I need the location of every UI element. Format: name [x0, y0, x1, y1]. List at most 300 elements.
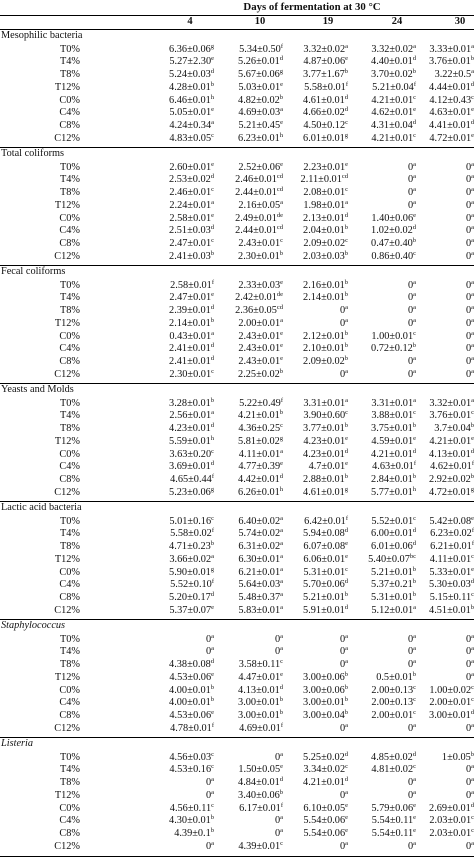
value-number: 0: [339, 789, 346, 801]
value-number: 2.00±0.13: [371, 684, 414, 696]
value-number: 6.07±0.08: [303, 541, 346, 552]
significance-letter: a: [471, 632, 474, 640]
value-cell: [466, 213, 474, 225]
value-cell: [235, 225, 283, 237]
significance-letter: a: [211, 409, 214, 417]
table-row: [0, 828, 474, 841]
value-cell: [303, 592, 348, 604]
value-number: 0: [465, 659, 472, 670]
significance-letter: b: [412, 342, 416, 350]
significance-letter: a: [471, 237, 474, 244]
significance-letter: c: [345, 565, 348, 573]
value-number: 2.46±0.01: [235, 174, 277, 186]
value-cell: [304, 82, 348, 94]
value-cell: [169, 516, 214, 528]
significance-letter: d: [470, 578, 474, 586]
significance-letter: a: [471, 342, 474, 350]
value-number: 5.74±0.02: [238, 528, 281, 540]
table-row: [0, 56, 474, 69]
significance-letter: b: [412, 578, 416, 586]
significance-letter: e: [345, 55, 348, 63]
significance-letter: f: [345, 80, 348, 88]
significance-letter: cd: [276, 186, 283, 193]
table-row: [0, 646, 474, 659]
value-number: 6.06±0.01: [303, 553, 346, 565]
value-number: 1±0.05: [441, 751, 471, 763]
value-number: 4.00±0.01: [169, 684, 211, 696]
significance-letter: a: [413, 776, 416, 783]
value-cell: [371, 251, 416, 263]
value-number: 2.43±0.01: [238, 238, 281, 249]
value-number: 0: [465, 356, 472, 367]
value-cell: [169, 318, 214, 330]
value-cell: [340, 318, 348, 330]
value-cell: [275, 646, 283, 658]
significance-letter: bc: [409, 552, 416, 560]
value-cell: [169, 752, 214, 764]
value-cell: [303, 343, 348, 355]
significance-letter: h: [279, 485, 283, 493]
value-number: 5.40±0.07: [368, 553, 410, 565]
value-number: 4.12±0.43: [429, 94, 472, 106]
significance-letter: e: [280, 119, 283, 126]
value-cell: [303, 474, 348, 486]
value-number: 4.83±0.05: [169, 132, 212, 144]
value-number: 0: [465, 305, 472, 316]
value-number: 5.33±0.01: [429, 566, 472, 578]
value-cell: [371, 213, 416, 225]
value-cell: [303, 828, 348, 840]
value-number: 1.40±0.06: [371, 212, 414, 224]
value-cell: [429, 56, 474, 68]
significance-letter: a: [471, 42, 474, 50]
significance-letter: e: [211, 55, 214, 63]
significance-letter: e: [345, 814, 348, 822]
significance-letter: a: [471, 355, 474, 362]
value-number: 6.17±0.01: [239, 802, 281, 814]
row-label: T4%: [59, 646, 80, 658]
significance-letter: a: [413, 198, 416, 206]
value-number: 6.21±0.01: [430, 541, 472, 552]
value-cell: [466, 305, 474, 317]
row-label: C0%: [59, 802, 80, 814]
value-cell: [466, 777, 474, 789]
significance-letter: f: [280, 721, 283, 729]
significance-letter: c: [413, 131, 416, 139]
value-number: 2.56±0.01: [169, 410, 212, 422]
significance-letter: f: [413, 460, 416, 468]
row-label: T12%: [54, 671, 80, 683]
significance-letter: d: [210, 355, 214, 362]
value-cell: [238, 251, 283, 263]
significance-letter: a: [280, 447, 283, 455]
significance-letter: b: [210, 683, 214, 691]
value-cell: [371, 69, 416, 81]
value-cell: [238, 790, 283, 802]
value-cell: [238, 69, 283, 81]
value-number: 5.64±0.03: [238, 579, 281, 591]
value-cell: [170, 803, 214, 815]
significance-letter: b: [279, 93, 283, 101]
row-label: C4%: [59, 579, 80, 591]
value-number: 0: [407, 174, 414, 186]
significance-letter: a: [345, 658, 348, 665]
value-cell: [371, 685, 416, 697]
row-label: C4%: [59, 815, 80, 827]
significance-letter: a: [345, 42, 348, 50]
value-cell: [238, 841, 283, 853]
significance-letter: a: [211, 645, 214, 653]
significance-letter: a: [280, 514, 283, 522]
section-title: Yeasts and Molds: [1, 384, 74, 395]
value-cell: [371, 44, 416, 56]
significance-letter: b: [210, 80, 214, 88]
value-number: 4.53±0.16: [169, 764, 212, 776]
value-cell: [169, 82, 214, 94]
significance-letter: d: [344, 93, 348, 101]
table-row: [0, 356, 474, 369]
value-cell: [340, 723, 348, 735]
significance-letter: c: [413, 93, 416, 101]
value-cell: [238, 238, 283, 250]
value-cell: [238, 487, 283, 499]
value-cell: [429, 82, 474, 94]
value-cell: [169, 305, 214, 317]
value-number: 3.31±0.01: [371, 397, 414, 409]
value-number: 5.42±0.08: [429, 515, 472, 527]
value-cell: [371, 423, 416, 435]
value-number: 4.21±0.01: [238, 410, 280, 422]
value-cell: [169, 107, 214, 119]
value-cell: [303, 815, 348, 827]
significance-letter: b: [344, 670, 348, 678]
value-cell: [303, 292, 348, 304]
value-number: 6.31±0.02: [238, 541, 281, 552]
significance-letter: a: [413, 788, 416, 796]
value-number: 0: [205, 789, 212, 801]
row-label: T0%: [59, 515, 80, 527]
value-number: 6.26±0.01: [238, 486, 280, 498]
value-number: 5.12±0.01: [371, 604, 414, 616]
significance-letter: a: [280, 814, 283, 822]
row-label: T12%: [54, 199, 80, 211]
value-cell: [466, 251, 474, 263]
significance-letter: d: [470, 119, 474, 126]
row-label: T0%: [59, 43, 80, 55]
value-cell: [371, 238, 416, 250]
value-cell: [408, 659, 416, 671]
value-number: 4.44±0.01: [429, 81, 471, 93]
row-label: C4%: [59, 343, 80, 355]
significance-letter: e: [345, 434, 348, 442]
value-cell: [169, 672, 214, 684]
value-cell: [371, 343, 416, 355]
value-number: 4.78±0.01: [170, 722, 212, 734]
value-number: 2.60±0.01: [169, 161, 212, 173]
value-cell: [372, 461, 416, 473]
value-cell: [235, 213, 283, 225]
value-cell: [238, 200, 283, 212]
value-cell: [429, 44, 474, 56]
significance-letter: e: [345, 801, 348, 809]
value-number: 4.28±0.01: [169, 81, 211, 93]
significance-letter: c: [471, 591, 474, 598]
significance-letter: c: [471, 93, 474, 101]
value-number: 5.30±0.03: [429, 579, 471, 591]
value-cell: [429, 828, 474, 840]
value-cell: [408, 723, 416, 735]
value-cell: [169, 487, 214, 499]
value-cell: [429, 474, 474, 486]
significance-letter: a: [471, 788, 474, 796]
row-label: C8%: [59, 120, 80, 131]
significance-letter: a: [211, 839, 214, 847]
significance-letter: b: [279, 709, 283, 716]
significance-letter: cd: [276, 224, 283, 232]
value-cell: [169, 213, 214, 225]
value-cell: [371, 133, 416, 145]
significance-letter: a: [413, 316, 416, 324]
value-cell: [169, 133, 214, 145]
value-number: 4.53±0.06: [169, 710, 212, 721]
value-number: 0: [407, 292, 414, 304]
row-label: C8%: [59, 710, 80, 721]
value-cell: [371, 752, 416, 764]
table-row: [0, 697, 474, 710]
value-number: 0.43±0.01: [169, 330, 212, 342]
value-number: 6.21±0.01: [238, 566, 281, 578]
significance-letter: g: [344, 131, 348, 139]
significance-letter: e: [471, 131, 474, 139]
table-row: [0, 107, 474, 120]
significance-letter: a: [413, 304, 416, 311]
significance-letter: f: [280, 801, 283, 809]
significance-letter: f: [471, 540, 474, 547]
value-cell: [466, 174, 474, 186]
significance-letter: f: [471, 460, 474, 468]
significance-letter: c: [413, 683, 416, 691]
significance-letter: a: [345, 304, 348, 311]
value-number: 0: [407, 368, 414, 380]
table-row: [0, 554, 474, 567]
value-cell: [429, 410, 474, 422]
value-cell: [340, 841, 348, 853]
value-number: 2.13±0.01: [303, 212, 345, 224]
value-cell: [303, 697, 348, 709]
significance-letter: e: [345, 827, 348, 834]
value-cell: [169, 423, 214, 435]
significance-letter: a: [413, 160, 416, 168]
significance-letter: c: [471, 409, 474, 417]
value-number: 0: [407, 199, 414, 211]
value-cell: [466, 318, 474, 330]
table-row: [0, 120, 474, 133]
row-label: C8%: [59, 592, 80, 603]
value-number: 2.10±0.01: [303, 343, 345, 355]
value-cell: [169, 541, 214, 553]
header-rule-left: [0, 15, 150, 16]
table-row: [0, 634, 474, 647]
value-cell: [235, 174, 283, 186]
significance-letter: f: [211, 721, 214, 729]
value-cell: [408, 634, 416, 646]
value-number: 6.23±0.02: [430, 528, 472, 540]
significance-letter: a: [280, 603, 283, 611]
significance-letter: a: [471, 658, 474, 665]
significance-letter: cd: [276, 173, 283, 181]
value-number: 5.21±0.45: [238, 120, 281, 131]
value-cell: [303, 777, 348, 789]
value-cell: [238, 82, 283, 94]
value-number: 5.54±0.06: [303, 815, 346, 827]
value-cell: [466, 343, 474, 355]
value-number: 4.11±0.01: [238, 448, 281, 460]
value-number: 2.11±0.01: [300, 174, 342, 186]
row-label: C0%: [59, 448, 80, 460]
significance-letter: a: [413, 839, 416, 847]
value-number: 4.62±0.01: [371, 107, 414, 119]
value-number: 5.77±0.01: [371, 486, 413, 498]
value-number: 5.83±0.01: [238, 604, 281, 616]
value-cell: [206, 790, 214, 802]
value-number: 5.25±0.02: [303, 751, 345, 763]
significance-letter: d: [279, 473, 283, 480]
value-number: 2.92±0.02: [429, 474, 471, 485]
value-cell: [238, 120, 283, 132]
value-number: 5.48±0.37: [238, 592, 281, 603]
value-cell: [169, 174, 214, 186]
value-number: 3.32±0.01: [429, 397, 472, 409]
row-label: T12%: [54, 81, 80, 93]
row-label: C12%: [54, 722, 80, 734]
value-number: 5.37±0.07: [169, 604, 212, 616]
value-number: 0: [205, 633, 212, 645]
significance-letter: a: [280, 591, 283, 598]
row-label: C0%: [59, 212, 80, 224]
value-number: 0: [339, 646, 346, 658]
value-number: 5.31±0.01: [303, 566, 346, 578]
value-number: 5.21±0.01: [303, 592, 345, 603]
value-number: 0: [465, 199, 472, 211]
value-cell: [169, 200, 214, 212]
value-number: 0: [274, 751, 281, 763]
significance-letter: b: [344, 709, 348, 716]
value-number: 5.52±0.01: [371, 515, 414, 527]
table-row: [0, 461, 474, 474]
value-number: 2.46±0.01: [169, 187, 212, 198]
significance-letter: c: [211, 367, 214, 375]
row-label: T4%: [59, 292, 80, 304]
value-cell: [238, 474, 283, 486]
value-cell: [238, 516, 283, 528]
table-row: [0, 803, 474, 816]
value-cell: [303, 44, 348, 56]
significance-letter: f: [280, 42, 283, 50]
value-cell: [303, 331, 348, 343]
value-number: 6.00±0.01: [371, 528, 413, 540]
value-cell: [408, 187, 416, 199]
value-cell: [169, 410, 214, 422]
value-number: 2.09±0.02: [303, 356, 345, 367]
value-number: 0: [465, 212, 472, 224]
value-cell: [429, 579, 474, 591]
value-number: 0: [339, 659, 346, 670]
value-number: 0: [407, 840, 414, 852]
value-number: 4.24±0.34: [169, 120, 212, 131]
value-cell: [169, 398, 214, 410]
significance-letter: b: [344, 422, 348, 429]
significance-letter: d: [412, 527, 416, 535]
value-cell: [169, 162, 214, 174]
value-number: 4.39±0.1: [174, 828, 211, 839]
value-cell: [238, 710, 283, 722]
value-number: 4.23±0.01: [303, 448, 345, 460]
value-number: 5.21±0.01: [371, 566, 413, 578]
value-number: 0: [465, 279, 472, 291]
value-number: 0: [407, 789, 414, 801]
row-label: T0%: [59, 633, 80, 645]
significance-letter: c: [471, 827, 474, 834]
significance-letter: e: [280, 355, 283, 362]
table-row: [0, 516, 474, 529]
value-cell: [408, 646, 416, 658]
value-cell: [169, 356, 214, 368]
value-cell: [408, 790, 416, 802]
table-row: [0, 69, 474, 82]
table-row: [0, 815, 474, 828]
value-number: 5.52±0.10: [170, 579, 212, 591]
significance-letter: a: [280, 645, 283, 653]
significance-letter: e: [280, 342, 283, 350]
value-cell: [430, 541, 474, 553]
significance-letter: a: [413, 632, 416, 640]
significance-letter: a: [471, 160, 474, 168]
significance-letter: e: [211, 211, 214, 219]
significance-letter: a: [280, 565, 283, 573]
value-cell: [371, 697, 416, 709]
value-number: 0: [465, 250, 472, 262]
significance-letter: e: [280, 278, 283, 286]
value-number: 5.31±0.01: [371, 592, 413, 603]
value-cell: [303, 449, 348, 461]
value-number: 2.12±0.01: [303, 330, 345, 342]
significance-letter: b: [344, 278, 348, 286]
value-cell: [303, 213, 348, 225]
row-label: C12%: [54, 604, 80, 616]
value-number: 1.00±0.02: [429, 684, 472, 696]
value-cell: [169, 685, 214, 697]
significance-letter: a: [413, 396, 416, 404]
value-number: 2.41±0.03: [169, 250, 211, 262]
value-cell: [169, 369, 214, 381]
significance-letter: c: [211, 186, 214, 193]
value-number: 6.10±0.05: [303, 802, 346, 814]
value-number: 4.51±0.01: [429, 604, 471, 616]
table-row: [0, 398, 474, 411]
significance-letter: b: [279, 249, 283, 257]
value-number: 3.66±0.02: [169, 553, 212, 565]
value-number: 4.72±0.01: [429, 486, 471, 498]
significance-letter: a: [280, 198, 283, 206]
significance-letter: c: [345, 763, 348, 771]
value-cell: [238, 541, 283, 553]
value-number: 3.32±0.02: [371, 43, 414, 55]
value-cell: [238, 567, 283, 579]
significance-letter: a: [345, 645, 348, 653]
value-number: 2.30±0.01: [169, 368, 212, 380]
value-number: 4.61±0.01: [303, 486, 345, 498]
significance-letter: a: [471, 645, 474, 653]
